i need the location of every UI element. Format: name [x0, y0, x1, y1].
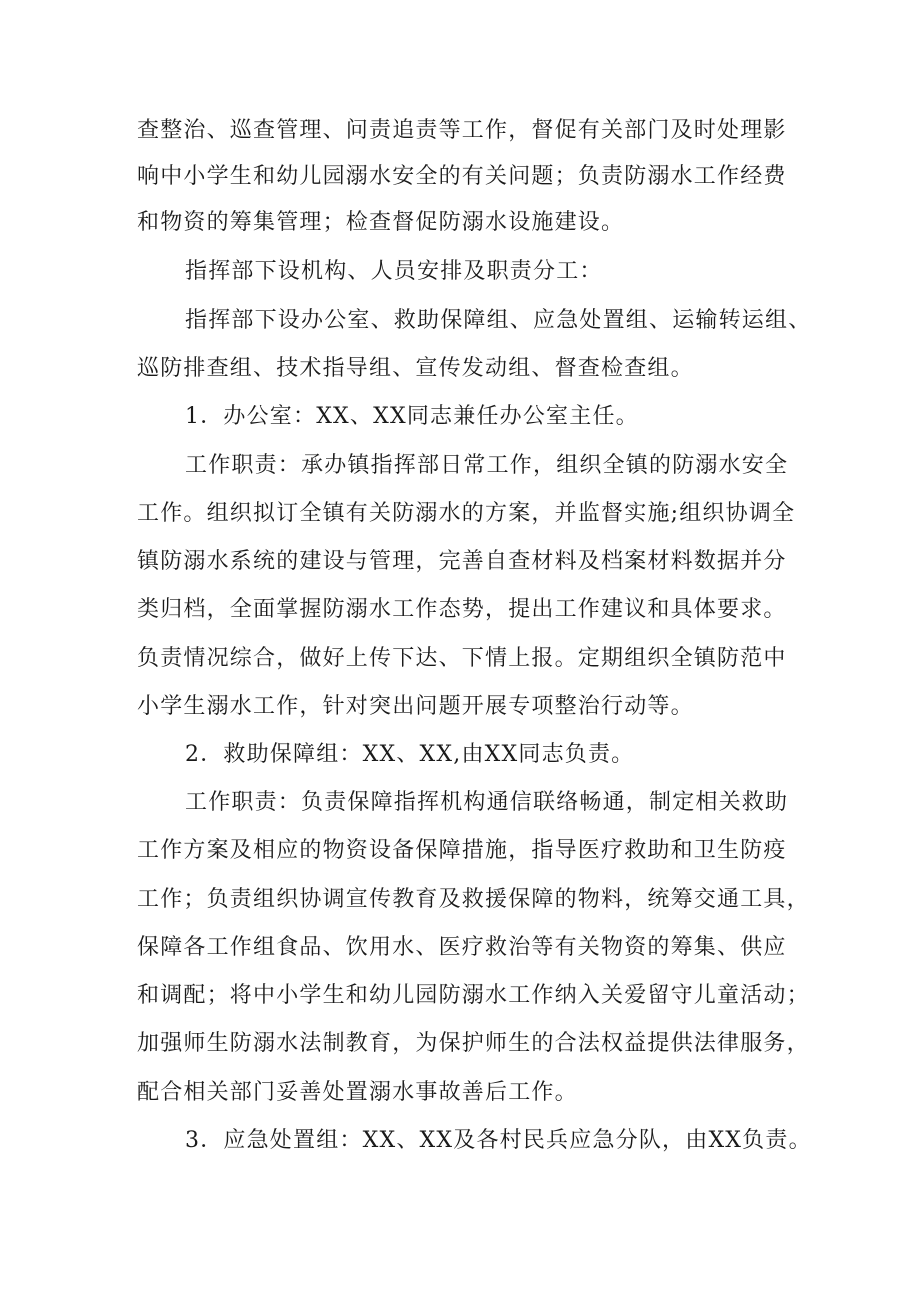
text-line: 响中小学生和幼儿园溺水安全的有关问题；负责防溺水工作经费	[137, 164, 787, 189]
text-line: 1．办公室：XX、XX同志兼任办公室主任。	[185, 404, 639, 429]
text-line: 类归档，全面掌握防溺水工作态势，提出工作建议和具体要求。	[137, 597, 787, 622]
text-line: 指挥部下设办公室、救助保障组、应急处置组、运输转运组、	[185, 308, 812, 333]
text-line: 小学生溺水工作，针对突出问题开展专项整治行动等。	[137, 694, 694, 719]
text-line: 指挥部下设机构、人员安排及职责分工：	[185, 259, 603, 284]
text-line: 和调配；将中小学生和幼儿园防溺水工作纳入关爱留守儿童活动；	[137, 983, 810, 1008]
text-line: 3．应急处置组：XX、XX及各村民兵应急分队，由XX负责。	[185, 1128, 812, 1153]
text-line: 2．救助保障组：XX、XX,由XX同志负责。	[185, 742, 635, 767]
text-line: 配合相关部门妥善处置溺水事故善后工作。	[137, 1080, 578, 1105]
text-line: 查整治、巡查管理、问责追责等工作，督促有关部门及时处理影	[137, 118, 787, 143]
text-line: 加强师生防溺水法制教育，为保护师生的合法权益提供法律服务，	[137, 1031, 810, 1056]
text-line: 巡防排查组、技术指导组、宣传发动组、督查检查组。	[137, 356, 694, 381]
text-line: 工作；负责组织协调宣传教育及救援保障的物料，统筹交通工具，	[137, 887, 810, 912]
text-line: 工作。组织拟订全镇有关防溺水的方案，并监督实施;组织协调全	[137, 501, 796, 526]
text-line: 工作方案及相应的物资设备保障措施，指导医疗救助和卫生防疫	[137, 838, 787, 863]
text-line: 工作职责：负责保障指挥机构通信联络畅通，制定相关救助	[185, 790, 789, 815]
text-line: 负责情况综合，做好上传下达、下情上报。定期组织全镇防范中	[137, 646, 787, 671]
text-line: 镇防溺水系统的建设与管理，完善自查材料及档案材料数据并分	[137, 549, 787, 574]
text-line: 工作职责：承办镇指挥部日常工作，组织全镇的防溺水安全	[185, 453, 789, 478]
text-line: 保障各工作组食品、饮用水、医疗救治等有关物资的筹集、供应	[137, 935, 787, 960]
text-line: 和物资的筹集管理；检查督促防溺水设施建设。	[137, 210, 625, 235]
